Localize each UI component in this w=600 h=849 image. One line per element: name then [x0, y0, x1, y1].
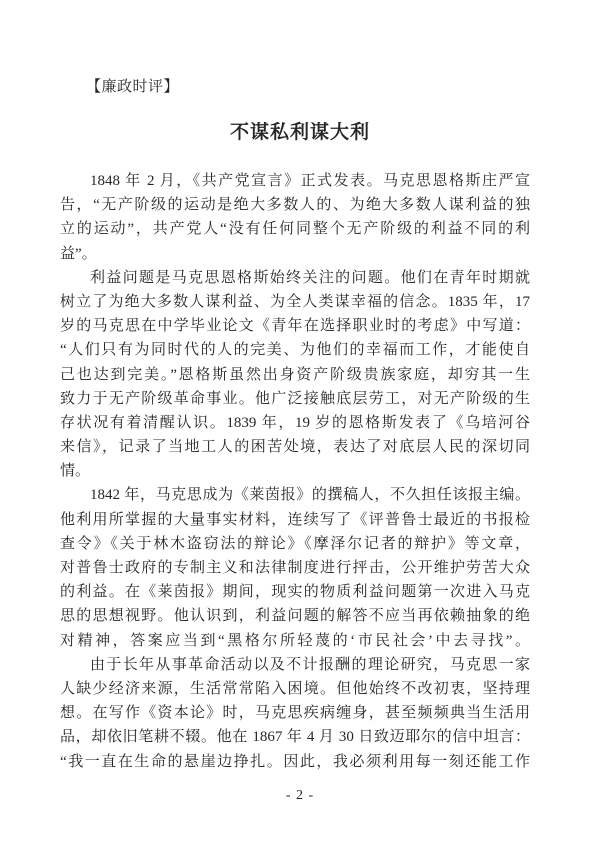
document-body	[60, 169, 530, 774]
body-line: 查令》《关于林木盗窃法的辩论》《摩泽尔记者的辩护》等文章，	[60, 535, 530, 552]
body-line: 他利用所掌握的大量事实材料，连续写了《评普鲁士最近的书报检	[60, 511, 530, 528]
body-line: “我一直在生命的悬崖边挣扎。因此，我必须利用每一刻还能工作	[60, 753, 530, 770]
body-line: 己也达到完美。”恩格斯虽然出身资产阶级贵族家庭，却穷其一生	[60, 366, 530, 383]
body-line: 人缺少经济来源，生活常常陷入困境。但他始终不改初衷，坚持理	[60, 680, 530, 697]
body-line: 想。在写作《资本论》时，马克思疾病缠身，甚至频频典当生活用	[60, 705, 530, 722]
body-line: 由于长年从事革命活动以及不计报酬的理论研究，马克思一家	[90, 656, 530, 673]
body-line: 来信》，记录了当地工人的困苦处境，表达了对底层人民的深切同	[60, 439, 530, 456]
body-line: 情。	[60, 463, 91, 480]
body-line: 致力于无产阶级革命事业。他广泛接触底层劳工，对无产阶级的生	[60, 390, 530, 407]
body-line: 告，“无产阶级的运动是绝大多数人的、为绝大多数人谋利益的独	[60, 197, 530, 214]
body-line: 益”。	[60, 245, 97, 262]
body-line: 利益问题是马克思恩格斯始终关注的问题。他们在青年时期就	[90, 269, 530, 286]
body-line: 的利益。在《莱茵报》期间，现实的物质利益问题第一次进入马克	[60, 584, 530, 601]
body-line: “人们只有为同时代的人的完美、为他们的幸福而工作，才能使自	[60, 342, 530, 359]
body-line: 对精神，答案应当到“黑格尔所轻蔑的‘市民社会’中去寻找”。	[60, 632, 530, 649]
document-title: 不谋私利谋大利	[229, 122, 370, 143]
body-line: 岁的马克思在中学毕业论文《青年在选择职业时的考虑》中写道：	[60, 318, 530, 335]
body-line: 1848 年 2 月，《共产党宣言》正式发表。马克思恩格斯庄严宣	[90, 173, 530, 189]
body-line: 对普鲁士政府的专制主义和法律制度进行抨击，公开维护劳苦大众	[60, 560, 530, 576]
body-line: 1842 年，马克思成为《莱茵报》的撰稿人，不久担任该报主编。	[90, 487, 530, 504]
body-line: 品，却依旧笔耕不辍。他在 1867 年 4 月 30 日致迈耶尔的信中坦言：	[60, 729, 530, 746]
body-line: 立的运动”，共产党人“没有任何同整个无产阶级的利益不同的利	[60, 221, 530, 238]
body-line: 思的思想视野。他认识到，利益问题的解答不应当再依赖抽象的绝	[60, 608, 530, 625]
body-line: 存状况有着清醒认识。1839 年，19 岁的恩格斯发表了《乌培河谷	[60, 414, 530, 431]
page-number: - 2 -	[285, 788, 315, 803]
section-label: 【廉政时评】	[86, 79, 180, 95]
body-line: 树立了为绝大多数人谋利益、为全人类谋幸福的信念。1835 年，17	[60, 293, 530, 310]
